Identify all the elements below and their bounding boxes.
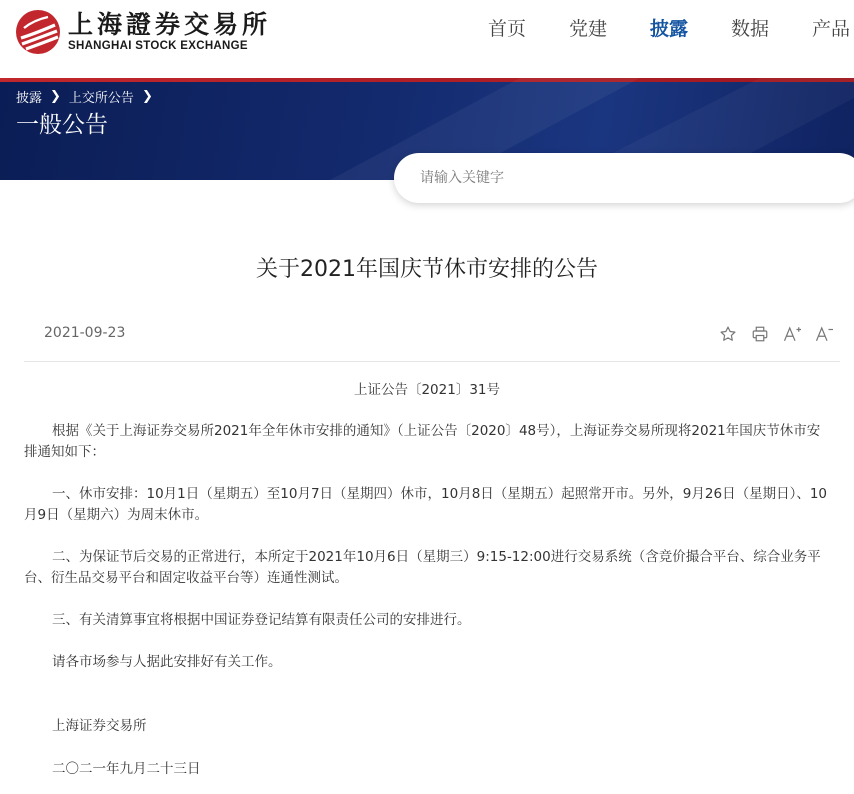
breadcrumb-disclosure[interactable]: 披露 — [16, 91, 43, 106]
breadcrumb-sse-announcements[interactable]: 上交所公告 — [68, 91, 134, 106]
article-title: 关于2021年国庆节休市安排的公告 — [256, 257, 598, 282]
search-box — [394, 153, 854, 203]
document-number: 上证公告〔2021〕31号 — [353, 382, 501, 398]
site-header — [0, 0, 854, 78]
logo-chinese-name: 上海證券交易所 — [68, 10, 272, 39]
article-meta-row — [24, 318, 840, 362]
font-decrease-icon[interactable] — [808, 322, 840, 346]
nav-item-products[interactable]: 产品 — [812, 18, 851, 40]
nav-item-disclosure[interactable]: 披露 — [650, 18, 689, 40]
chevron-right-icon: ❯ — [141, 89, 153, 104]
paragraph-item-2: 二、为保证节后交易的正常进行，本所定于2021年10月6日（星期三）9:15-12:00进行交易系统（含竞价撮合平台、综合业务平台、衍生品交易平台和固定收益平台等）连通性测试。 — [24, 549, 821, 586]
publish-date: 2021-09-23 — [44, 325, 126, 341]
star-icon[interactable] — [712, 322, 744, 346]
page-title: 一般公告 — [16, 112, 108, 138]
nav-item-data[interactable]: 数据 — [731, 18, 770, 40]
paragraph-item-1: 一、休市安排：10月1日（星期五）至10月7日（星期四）休市，10月8日（星期五）起照常开市。另外，9月26日（星期日）、10月9日（星期六）为周末休市。 — [24, 486, 827, 523]
logo-english-name: SHANGHAI STOCK EXCHANGE — [68, 40, 248, 52]
nav-item-home[interactable]: 首页 — [488, 18, 527, 40]
paragraph-item-3: 三、有关清算事宜将根据中国证券登记结算有限责任公司的安排进行。 — [52, 612, 471, 628]
chevron-right-icon: ❯ — [50, 89, 61, 104]
paragraph-closing: 请各市场参与人据此安排好有关工作。 — [52, 654, 282, 670]
font-increase-icon[interactable] — [776, 322, 808, 346]
article-tools — [712, 322, 840, 346]
breadcrumb — [16, 87, 161, 106]
paragraph-intro: 根据《关于上海证券交易所2021年全年休市安排的通知》（上证公告〔2020〕48号），上海证券交易所现将2021年国庆节休市安排通知如下： — [24, 423, 821, 460]
sign-date: 二〇二一年九月二十三日 — [52, 761, 201, 777]
signature: 上海证券交易所 — [52, 718, 147, 734]
nav-item-party[interactable]: 党建 — [569, 18, 608, 40]
print-icon[interactable] — [744, 322, 776, 346]
search-input[interactable] — [420, 153, 840, 203]
main-nav — [0, 16, 854, 42]
